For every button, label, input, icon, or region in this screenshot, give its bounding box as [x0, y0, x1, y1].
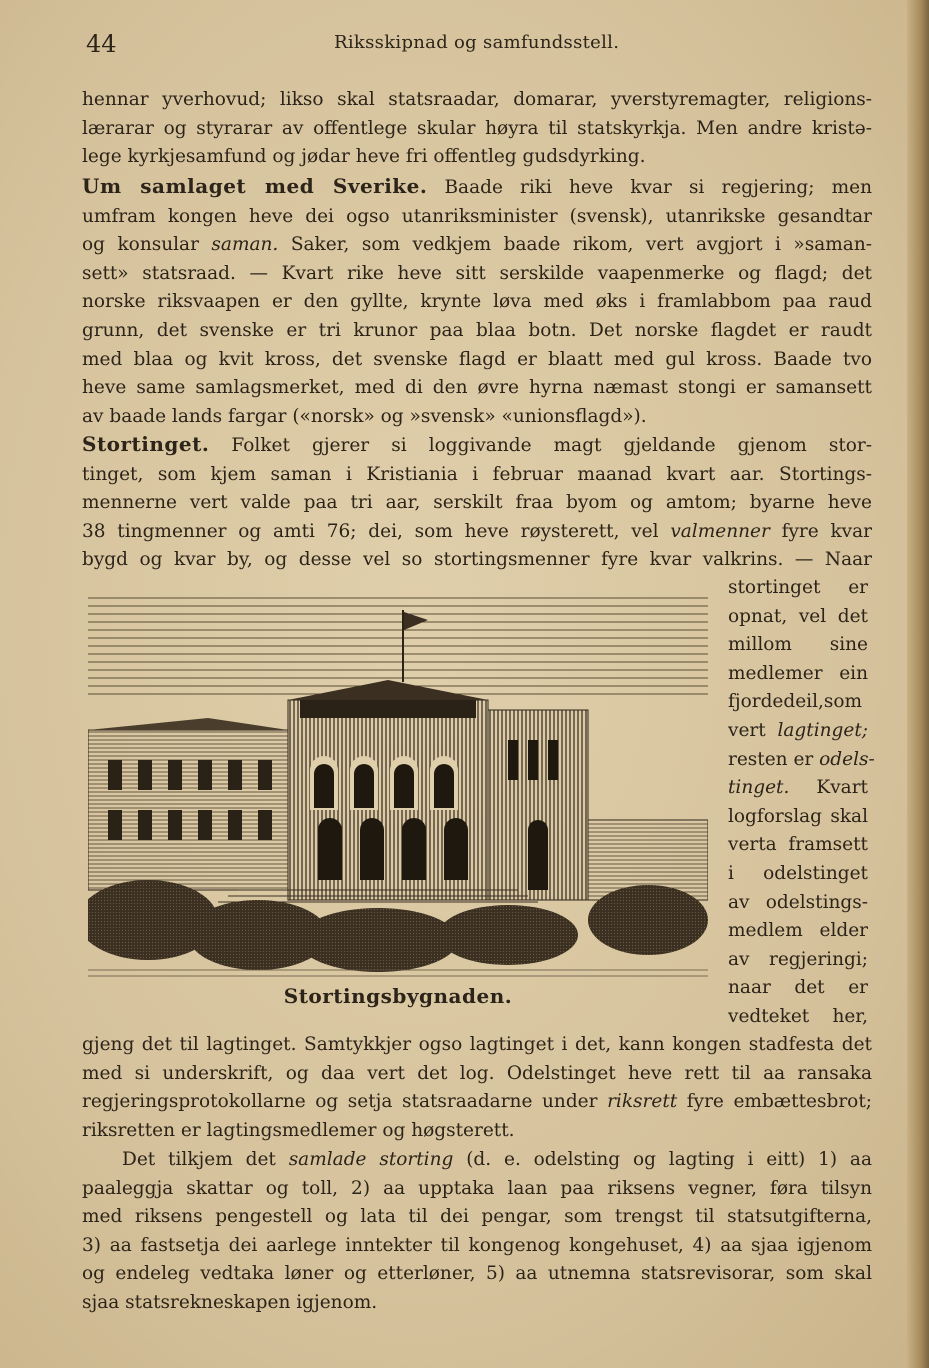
paragraph-religion [82, 86, 872, 172]
text-span: (d. e. odelsting og lagting i eitt) 1) aa [453, 1149, 872, 1170]
page-edge [907, 0, 929, 1368]
text-line: av regjeringi; [728, 948, 868, 970]
page-header [86, 30, 876, 60]
text-line: hennar yverhovud; likso skal statsraadar, domarar, yverstyremagter, religions- [82, 89, 872, 110]
text-line: gjeng det til lagtinget. Samtykkjer ogso lagtinget i det, kann kongen stadfesta det [82, 1034, 872, 1055]
text-line: medlemer ein [728, 662, 868, 684]
text-line: heve same samlagsmerket, med di den øvre hyrna næmast stongi er samansett [82, 377, 872, 399]
text-span: 38 tingmenner og amti 76; dei, som heve røysterett, vel [82, 520, 671, 542]
italic-term: valmenner [670, 520, 770, 542]
section-heading-union: Um samlaget med Sverike. [82, 174, 428, 198]
text-line [82, 430, 872, 461]
italic-term: riksrett [607, 1091, 678, 1113]
italic-term: tinget. [728, 777, 790, 799]
text-line: lege kyrkjesamfund og jødar heve fri offentleg gudsdyrking. [82, 146, 646, 168]
text-line: lærarar og styrarar av offentlege skular høyra til statskyrkja. Men andre kristə- [82, 117, 872, 139]
paragraph-lagting [82, 1031, 872, 1145]
text-line: grunn, det svenske er tri krunor paa blaa botn. Det norske flagdet er raudt [82, 319, 872, 341]
italic-term: samlade storting [288, 1149, 454, 1170]
text-span: Folket gjerer si loggivande magt gjeldande gjenom stor- [209, 435, 872, 456]
text-span: fyre embættesbrot; [677, 1091, 872, 1113]
text-line: paaleggja skattar og toll, 2) aa upptaka laan paa riksens vegner, føra tilsyn [82, 1177, 872, 1199]
text-span: Saker, som vedkjem baade rikom, vert avgjort i »saman- [278, 234, 872, 256]
text-line: logforslag skal [728, 805, 868, 827]
wrapped-text-column [728, 574, 875, 1032]
text-line [82, 518, 872, 547]
text-line [82, 1088, 872, 1117]
text-span: Baade riki heve kvar si regjering; men [427, 177, 873, 198]
text-line [82, 231, 872, 260]
text-line: bygd og kvar by, og desse vel so stortingsmenner fyre kvar valkrins. — Naar [82, 549, 872, 571]
text-line: sett» statsraad. — Kvart rike heve sitt serskilde vaapenmerke og flagd; det [82, 262, 872, 284]
text-line: 3) aa fastsetja dei aarlege inntekter til kongenog kongehuset, 4) aa sjaa igjenom [82, 1234, 872, 1256]
section-heading-storting: Stortinget. [82, 432, 210, 456]
italic-term: saman. [211, 234, 279, 256]
text-line: tinget, som kjem saman i Kristiania i februar maanad kvart aar. Stortings- [82, 463, 872, 485]
text-line [82, 1146, 872, 1175]
text-line: verta framsett [728, 834, 868, 856]
text-line: riksretten er lagtingsmedlemer og høgsterett. [82, 1119, 515, 1141]
text-line: millom sine [728, 634, 868, 656]
text-line: av odelstings- [728, 891, 868, 913]
paragraph-samlade-storting [82, 1146, 872, 1318]
text-span: fyre kvar [769, 520, 873, 542]
paragraph-storting [82, 430, 872, 575]
text-line: i odelstinget [728, 862, 868, 884]
italic-term: lagtinget; [777, 719, 868, 741]
text-line: med riksens pengestell og lata til dei pengar, som trengst til statsutgifterna, [82, 1206, 872, 1228]
page-number: 44 [86, 30, 117, 58]
text-span: Det tilkjem det [122, 1149, 289, 1170]
text-line: fjordedeil,som [728, 691, 863, 713]
text-line [728, 774, 868, 803]
text-line: med si underskrift, og daa vert det log. Odelstinget heve rett til aa ransaka [82, 1062, 872, 1084]
text-span: regjeringsprotokollarne og setja statsraadarne under [82, 1091, 608, 1113]
running-head: Riksskipnad og samfundsstell. [334, 32, 620, 53]
paragraph-union-sweden [82, 172, 872, 431]
text-span: resten er [728, 748, 820, 770]
text-line [728, 717, 868, 746]
italic-term: odels- [819, 748, 875, 770]
text-line: sjaa statsrekneskapen igjenom. [82, 1291, 378, 1313]
text-span: Kvart [789, 777, 868, 799]
text-line: umfram kongen heve dei ogso utanriksminister (svensk), utanrikske gesandtar [82, 205, 872, 227]
text-line [82, 172, 872, 203]
text-line [728, 746, 875, 775]
text-line: opnat, vel det [728, 605, 868, 627]
text-span: vert [728, 719, 778, 741]
text-span: og konsular [82, 234, 212, 256]
text-line: og endeleg vedtaka løner og etterløner, 5) aa utnemna statsrevisorar, som skal [82, 1263, 872, 1285]
text-line: mennerne vert valde paa tri aar, serskilt fraa byom og amtom; byarne heve [82, 492, 872, 514]
parliament-building-engraving-icon [88, 590, 708, 980]
figure-caption: Stortingsbygnaden. [283, 984, 513, 1008]
text-line: naar det er [728, 977, 868, 999]
text-line: med blaa og kvit kross, det svenske flagd er blaatt med gul kross. Baade tvo [82, 348, 872, 370]
text-line: vedteket her, [728, 1005, 868, 1027]
text-line: av baade lands fargar («norsk» og »svensk» «unionsflagd»). [82, 405, 647, 427]
text-line: medlem elder [728, 920, 868, 942]
text-line: stortinget er [728, 577, 868, 598]
text-line: norske riksvaapen er den gyllte, krynte løva med øks i framlabbom paa raud [82, 291, 872, 313]
